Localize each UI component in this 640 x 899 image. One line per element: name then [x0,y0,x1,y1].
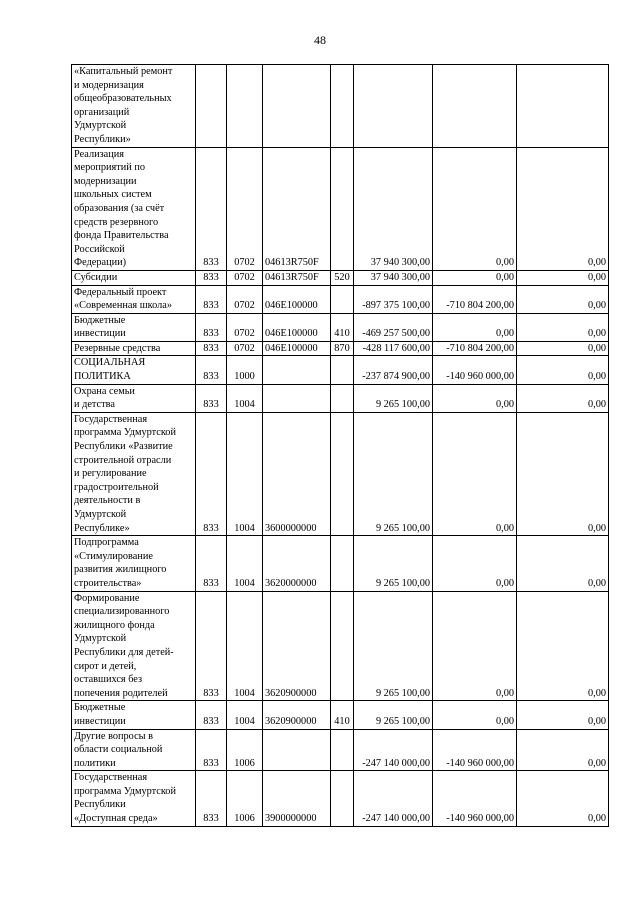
row-section: 1004 [227,701,263,729]
row-expense-type [331,729,354,771]
table-row [72,536,609,591]
row-sum-2: 0,00 [433,412,517,535]
row-expense-type: 410 [331,701,354,729]
row-expense-type: 870 [331,341,354,356]
row-sum-3: 0,00 [517,412,609,535]
budget-table [71,64,609,827]
row-section: 1004 [227,412,263,535]
row-sum-3: 0,00 [517,536,609,591]
row-sum-3: 0,00 [517,729,609,771]
row-sum-2: 0,00 [433,147,517,270]
table-row [72,270,609,285]
row-name: Бюджетные инвестиции [72,701,196,729]
row-name: Формирование специализированного жилищного фонда Удмуртской Республики для детей- сирот и детей, оставшихся без попечения родителей [72,591,196,701]
row-ved: 833 [196,356,227,384]
row-sum-2: 0,00 [433,313,517,341]
row-section: 1004 [227,536,263,591]
row-sum-1: -428 117 600,00 [354,341,433,356]
row-expense-type: 410 [331,313,354,341]
row-sum-3: 0,00 [517,701,609,729]
row-sum-3: 0,00 [517,147,609,270]
row-name: Государственная программа Удмуртской Республики «Развитие строительной отрасли и регулирование градостроительной деятельности в Удмуртской Республике» [72,412,196,535]
row-sum-1: 37 940 300,00 [354,147,433,270]
table-row [72,147,609,270]
budget-table-body [72,65,609,827]
table-row [72,341,609,356]
row-expense-type: 520 [331,270,354,285]
row-section: 0702 [227,270,263,285]
row-sum-2: -140 960 000,00 [433,356,517,384]
row-sum-2: 0,00 [433,384,517,412]
row-sum-1: 9 265 100,00 [354,412,433,535]
row-sum-1: 9 265 100,00 [354,591,433,701]
row-sum-1: -897 375 100,00 [354,285,433,313]
row-sum-3: 0,00 [517,341,609,356]
row-sum-2: -140 960 000,00 [433,729,517,771]
row-name: Подпрограмма «Стимулирование развития жилищного строительства» [72,536,196,591]
row-sum-2: -710 804 200,00 [433,285,517,313]
row-expense-type [331,771,354,826]
row-ved [196,65,227,148]
row-target-article: 3620900000 [263,591,331,701]
row-target-article: 046E100000 [263,313,331,341]
table-row [72,65,609,148]
row-sum-3 [517,65,609,148]
row-section: 0702 [227,313,263,341]
row-name: Охрана семьи и детства [72,384,196,412]
row-ved: 833 [196,313,227,341]
row-name: Бюджетные инвестиции [72,313,196,341]
row-ved: 833 [196,384,227,412]
row-sum-3: 0,00 [517,591,609,701]
row-section: 1004 [227,591,263,701]
row-sum-2: -140 960 000,00 [433,771,517,826]
row-expense-type [331,65,354,148]
row-sum-2: 0,00 [433,591,517,701]
row-sum-3: 0,00 [517,771,609,826]
row-sum-2: 0,00 [433,270,517,285]
row-sum-1: -469 257 500,00 [354,313,433,341]
row-name: Резервные средства [72,341,196,356]
row-sum-3: 0,00 [517,384,609,412]
row-sum-2: -710 804 200,00 [433,341,517,356]
row-sum-2: 0,00 [433,536,517,591]
table-row [72,729,609,771]
table-row [72,356,609,384]
row-target-article [263,729,331,771]
row-target-article: 3620000000 [263,536,331,591]
row-target-article: 3900000000 [263,771,331,826]
table-row [72,313,609,341]
row-target-article: 046E100000 [263,285,331,313]
row-expense-type [331,412,354,535]
row-sum-1: 37 940 300,00 [354,270,433,285]
row-name: СОЦИАЛЬНАЯ ПОЛИТИКА [72,356,196,384]
row-name: «Капитальный ремонт и модернизация общеобразовательных организаций Удмуртской Республики» [72,65,196,148]
row-sum-3: 0,00 [517,313,609,341]
row-ved: 833 [196,771,227,826]
row-ved: 833 [196,412,227,535]
row-section [227,65,263,148]
row-name: Федеральный проект «Современная школа» [72,285,196,313]
row-sum-1: -247 140 000,00 [354,771,433,826]
table-row [72,285,609,313]
table-row [72,412,609,535]
row-name: Субсидии [72,270,196,285]
table-row [72,384,609,412]
row-ved: 833 [196,591,227,701]
table-row [72,771,609,826]
row-section: 1004 [227,384,263,412]
row-ved: 833 [196,729,227,771]
row-sum-2: 0,00 [433,701,517,729]
row-name: Другие вопросы в области социальной политики [72,729,196,771]
row-target-article [263,384,331,412]
row-ved: 833 [196,285,227,313]
row-section: 1006 [227,729,263,771]
row-target-article: 3600000000 [263,412,331,535]
row-target-article: 3620900000 [263,701,331,729]
row-target-article: 046E100000 [263,341,331,356]
row-target-article [263,356,331,384]
row-sum-2 [433,65,517,148]
row-sum-1: 9 265 100,00 [354,384,433,412]
row-section: 0702 [227,341,263,356]
row-ved: 833 [196,341,227,356]
row-sum-3: 0,00 [517,356,609,384]
row-section: 1000 [227,356,263,384]
row-sum-3: 0,00 [517,270,609,285]
row-ved: 833 [196,536,227,591]
row-name: Реализация мероприятий по модернизации школьных систем образования (за счёт средств резервного фонда Правительства Российской Федерации) [72,147,196,270]
row-sum-1 [354,65,433,148]
row-expense-type [331,147,354,270]
table-row [72,591,609,701]
row-section: 0702 [227,285,263,313]
row-sum-1: 9 265 100,00 [354,536,433,591]
row-sum-3: 0,00 [517,285,609,313]
row-expense-type [331,591,354,701]
row-section: 0702 [227,147,263,270]
row-section: 1006 [227,771,263,826]
row-ved: 833 [196,270,227,285]
row-ved: 833 [196,147,227,270]
row-expense-type [331,384,354,412]
row-sum-1: 9 265 100,00 [354,701,433,729]
row-expense-type [331,356,354,384]
row-name: Государственная программа Удмуртской Республики «Доступная среда» [72,771,196,826]
row-sum-1: -237 874 900,00 [354,356,433,384]
table-row [72,701,609,729]
row-target-article: 04613R750F [263,147,331,270]
row-target-article [263,65,331,148]
row-ved: 833 [196,701,227,729]
page-number: 48 [314,33,326,47]
row-expense-type [331,285,354,313]
row-expense-type [331,536,354,591]
row-sum-1: -247 140 000,00 [354,729,433,771]
row-target-article: 04613R750F [263,270,331,285]
